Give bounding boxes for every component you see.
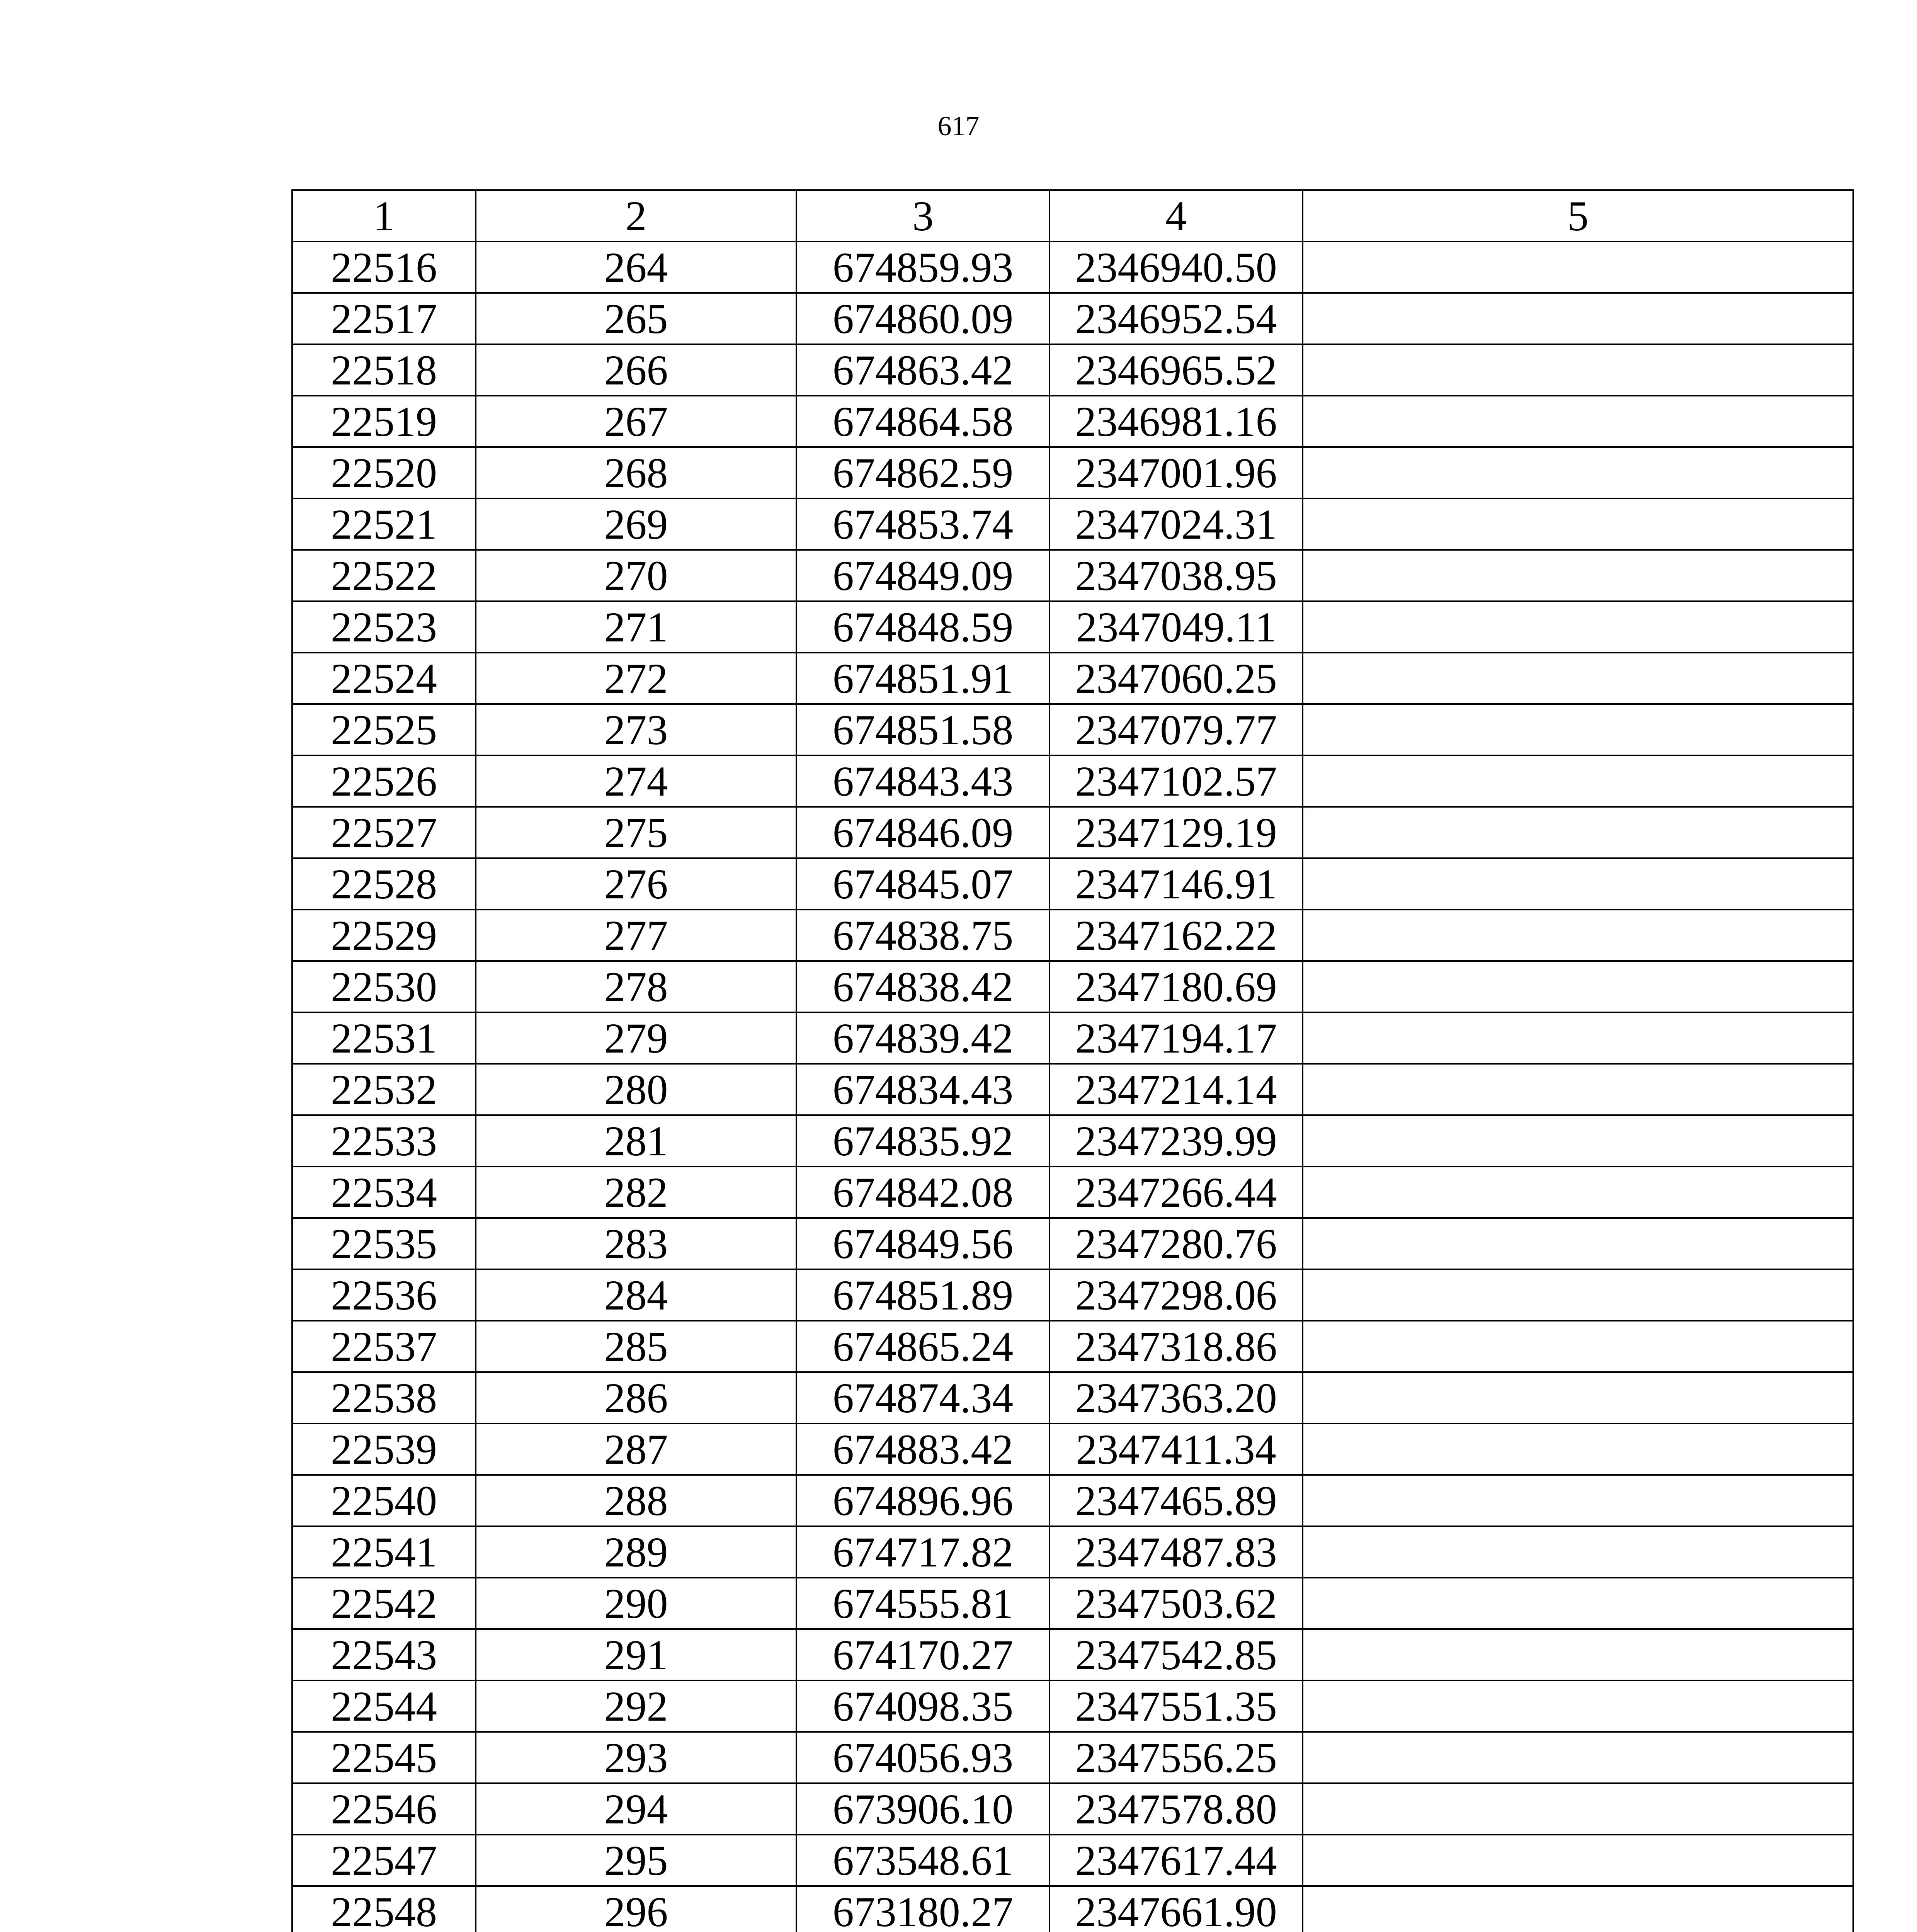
table-row — [292, 1783, 1853, 1835]
table-row — [292, 653, 1853, 704]
table-cell: 22525 — [292, 704, 476, 755]
table-cell: 22546 — [292, 1783, 476, 1835]
table-cell: 22537 — [292, 1321, 476, 1372]
table-cell: 674851.89 — [796, 1269, 1050, 1321]
table-cell: 2346981.16 — [1050, 396, 1303, 447]
column-header: 4 — [1050, 190, 1303, 242]
table-cell: 265 — [476, 293, 796, 344]
table-cell: 273 — [476, 704, 796, 755]
table-cell: 674853.74 — [796, 498, 1050, 550]
table-cell: 674845.07 — [796, 858, 1050, 910]
table-cell — [1303, 1886, 1853, 1932]
table-cell: 2347129.19 — [1050, 807, 1303, 858]
coordinates-table — [291, 189, 1854, 1932]
table-row — [292, 755, 1853, 807]
table-cell — [1303, 858, 1853, 910]
table-cell: 2347266.44 — [1050, 1167, 1303, 1218]
table-cell: 282 — [476, 1167, 796, 1218]
table-cell: 2347298.06 — [1050, 1269, 1303, 1321]
table-cell: 22540 — [292, 1475, 476, 1526]
table-cell — [1303, 1526, 1853, 1578]
table-row — [292, 1475, 1853, 1526]
table-cell: 674843.43 — [796, 755, 1050, 807]
table-cell: 276 — [476, 858, 796, 910]
table-cell: 264 — [476, 242, 796, 293]
table-cell: 2347180.69 — [1050, 961, 1303, 1012]
page-number: 617 — [937, 111, 980, 141]
table-cell: 2346965.52 — [1050, 344, 1303, 396]
table-cell — [1303, 396, 1853, 447]
table-cell: 2347542.85 — [1050, 1629, 1303, 1680]
table-cell — [1303, 1012, 1853, 1064]
table-cell: 2347024.31 — [1050, 498, 1303, 550]
table-row — [292, 1012, 1853, 1064]
table-cell — [1303, 910, 1853, 961]
table-cell — [1303, 1423, 1853, 1475]
table-cell: 2347060.25 — [1050, 653, 1303, 704]
table-cell: 22539 — [292, 1423, 476, 1475]
table-cell: 287 — [476, 1423, 796, 1475]
table-cell: 674848.59 — [796, 601, 1050, 653]
table-cell: 2347001.96 — [1050, 447, 1303, 498]
table-cell — [1303, 601, 1853, 653]
table-cell — [1303, 344, 1853, 396]
table-cell: 2347079.77 — [1050, 704, 1303, 755]
table-cell: 286 — [476, 1372, 796, 1423]
table-cell — [1303, 755, 1853, 807]
table-cell: 2347049.11 — [1050, 601, 1303, 653]
table-cell: 22516 — [292, 242, 476, 293]
table-cell: 674835.92 — [796, 1115, 1050, 1167]
table-cell — [1303, 1167, 1853, 1218]
column-header: 5 — [1303, 190, 1853, 242]
table-cell: 2347578.80 — [1050, 1783, 1303, 1835]
table-cell: 2347363.20 — [1050, 1372, 1303, 1423]
table-cell: 274 — [476, 755, 796, 807]
table-cell: 674851.91 — [796, 653, 1050, 704]
table-cell: 268 — [476, 447, 796, 498]
table-cell: 22521 — [292, 498, 476, 550]
table-cell: 2347411.34 — [1050, 1423, 1303, 1475]
table-cell: 2347465.89 — [1050, 1475, 1303, 1526]
table-cell: 2347551.35 — [1050, 1680, 1303, 1732]
table-cell: 674874.34 — [796, 1372, 1050, 1423]
table-cell: 22538 — [292, 1372, 476, 1423]
table-cell: 22518 — [292, 344, 476, 396]
table-cell: 22544 — [292, 1680, 476, 1732]
table-cell: 22527 — [292, 807, 476, 858]
table-cell: 2347146.91 — [1050, 858, 1303, 910]
table-cell: 269 — [476, 498, 796, 550]
table-cell: 285 — [476, 1321, 796, 1372]
table-cell: 674859.93 — [796, 242, 1050, 293]
table-cell: 674863.42 — [796, 344, 1050, 396]
table-cell: 674862.59 — [796, 447, 1050, 498]
table-cell — [1303, 1629, 1853, 1680]
table-cell: 674170.27 — [796, 1629, 1050, 1680]
table-cell: 674839.42 — [796, 1012, 1050, 1064]
table-cell — [1303, 704, 1853, 755]
table-cell: 290 — [476, 1578, 796, 1629]
table-cell: 2347503.62 — [1050, 1578, 1303, 1629]
table-cell: 296 — [476, 1886, 796, 1932]
table-cell: 674717.82 — [796, 1526, 1050, 1578]
table-cell: 2347556.25 — [1050, 1732, 1303, 1783]
table-cell — [1303, 550, 1853, 601]
table-cell — [1303, 242, 1853, 293]
table-cell: 295 — [476, 1835, 796, 1886]
table-row — [292, 1115, 1853, 1167]
table-cell: 674860.09 — [796, 293, 1050, 344]
table-row — [292, 910, 1853, 961]
table-cell: 2347194.17 — [1050, 1012, 1303, 1064]
table-cell: 281 — [476, 1115, 796, 1167]
table-cell: 22536 — [292, 1269, 476, 1321]
table-cell: 22541 — [292, 1526, 476, 1578]
table-cell: 2347617.44 — [1050, 1835, 1303, 1886]
table-cell: 673906.10 — [796, 1783, 1050, 1835]
table-cell: 674838.75 — [796, 910, 1050, 961]
table-cell: 2347102.57 — [1050, 755, 1303, 807]
table-cell: 291 — [476, 1629, 796, 1680]
table-cell: 674846.09 — [796, 807, 1050, 858]
table-cell: 2346940.50 — [1050, 242, 1303, 293]
table-cell: 283 — [476, 1218, 796, 1269]
table-cell — [1303, 1321, 1853, 1372]
table-row — [292, 293, 1853, 344]
table-row — [292, 396, 1853, 447]
table-cell: 277 — [476, 910, 796, 961]
table-cell: 22526 — [292, 755, 476, 807]
table-cell — [1303, 1783, 1853, 1835]
table-cell: 22534 — [292, 1167, 476, 1218]
table-cell — [1303, 498, 1853, 550]
table-cell — [1303, 1680, 1853, 1732]
table-row — [292, 1269, 1853, 1321]
table-cell: 674851.58 — [796, 704, 1050, 755]
table-row — [292, 1526, 1853, 1578]
table-cell: 275 — [476, 807, 796, 858]
table-row — [292, 1423, 1853, 1475]
table-cell: 278 — [476, 961, 796, 1012]
table-cell: 674849.56 — [796, 1218, 1050, 1269]
table-row — [292, 1167, 1853, 1218]
table-cell — [1303, 1218, 1853, 1269]
table-cell: 288 — [476, 1475, 796, 1526]
table-cell: 22545 — [292, 1732, 476, 1783]
column-header: 3 — [796, 190, 1050, 242]
table-cell: 267 — [476, 396, 796, 447]
table-body — [292, 242, 1853, 1932]
table-cell: 22531 — [292, 1012, 476, 1064]
table-cell: 293 — [476, 1732, 796, 1783]
table-cell — [1303, 653, 1853, 704]
table-row — [292, 1372, 1853, 1423]
table-cell: 270 — [476, 550, 796, 601]
table-row — [292, 961, 1853, 1012]
table-cell: 673548.61 — [796, 1835, 1050, 1886]
table-cell: 2346952.54 — [1050, 293, 1303, 344]
table-row — [292, 498, 1853, 550]
table-cell: 272 — [476, 653, 796, 704]
table-row — [292, 1578, 1853, 1629]
table-cell: 280 — [476, 1064, 796, 1115]
table-cell: 674865.24 — [796, 1321, 1050, 1372]
table-row — [292, 1321, 1853, 1372]
table-cell: 2347038.95 — [1050, 550, 1303, 601]
table-cell: 674883.42 — [796, 1423, 1050, 1475]
table-cell — [1303, 1064, 1853, 1115]
table-row — [292, 858, 1853, 910]
table-cell: 2347487.83 — [1050, 1526, 1303, 1578]
table-cell — [1303, 1115, 1853, 1167]
table-cell: 292 — [476, 1680, 796, 1732]
table-cell: 22542 — [292, 1578, 476, 1629]
table-row — [292, 1629, 1853, 1680]
table-cell: 2347239.99 — [1050, 1115, 1303, 1167]
table-cell: 674056.93 — [796, 1732, 1050, 1783]
table-cell: 294 — [476, 1783, 796, 1835]
table-cell: 674834.43 — [796, 1064, 1050, 1115]
table-cell: 22543 — [292, 1629, 476, 1680]
table-cell — [1303, 1269, 1853, 1321]
table-cell: 22548 — [292, 1886, 476, 1932]
table-cell: 2347318.86 — [1050, 1321, 1303, 1372]
table-cell: 2347280.76 — [1050, 1218, 1303, 1269]
table-row — [292, 550, 1853, 601]
table-cell: 22524 — [292, 653, 476, 704]
table-row — [292, 242, 1853, 293]
table-row — [292, 1886, 1853, 1932]
table-row — [292, 807, 1853, 858]
table-cell: 2347162.22 — [1050, 910, 1303, 961]
table-row — [292, 447, 1853, 498]
table-row — [292, 1064, 1853, 1115]
column-header: 2 — [476, 190, 796, 242]
table-cell: 22533 — [292, 1115, 476, 1167]
table-row — [292, 601, 1853, 653]
table-cell: 22530 — [292, 961, 476, 1012]
table-cell: 22529 — [292, 910, 476, 961]
table-cell: 674555.81 — [796, 1578, 1050, 1629]
table-cell: 271 — [476, 601, 796, 653]
table-cell: 674849.09 — [796, 550, 1050, 601]
table-cell: 22535 — [292, 1218, 476, 1269]
table-cell: 22532 — [292, 1064, 476, 1115]
table-cell: 674838.42 — [796, 961, 1050, 1012]
table-cell: 22519 — [292, 396, 476, 447]
table-cell: 22523 — [292, 601, 476, 653]
table-cell: 266 — [476, 344, 796, 396]
table-row — [292, 1680, 1853, 1732]
table-row — [292, 1218, 1853, 1269]
table-row — [292, 704, 1853, 755]
table-cell — [1303, 1835, 1853, 1886]
column-header: 1 — [292, 190, 476, 242]
table-cell: 284 — [476, 1269, 796, 1321]
table-cell: 674896.96 — [796, 1475, 1050, 1526]
table-cell: 22517 — [292, 293, 476, 344]
header-row — [292, 190, 1853, 242]
table-cell — [1303, 1372, 1853, 1423]
table-cell — [1303, 807, 1853, 858]
table-cell — [1303, 1732, 1853, 1783]
table-cell: 673180.27 — [796, 1886, 1050, 1932]
table-cell — [1303, 1578, 1853, 1629]
table-cell: 674864.58 — [796, 396, 1050, 447]
table-row — [292, 344, 1853, 396]
table-cell — [1303, 1475, 1853, 1526]
table-cell: 2347214.14 — [1050, 1064, 1303, 1115]
table-cell: 674098.35 — [796, 1680, 1050, 1732]
table-cell — [1303, 293, 1853, 344]
table-cell: 289 — [476, 1526, 796, 1578]
table-cell: 279 — [476, 1012, 796, 1064]
table-cell: 674842.08 — [796, 1167, 1050, 1218]
table-cell: 22520 — [292, 447, 476, 498]
table-row — [292, 1835, 1853, 1886]
table-cell: 2347661.90 — [1050, 1886, 1303, 1932]
table-cell — [1303, 447, 1853, 498]
table-row — [292, 1732, 1853, 1783]
table-cell: 22528 — [292, 858, 476, 910]
table-cell — [1303, 961, 1853, 1012]
table-cell: 22547 — [292, 1835, 476, 1886]
table-cell: 22522 — [292, 550, 476, 601]
